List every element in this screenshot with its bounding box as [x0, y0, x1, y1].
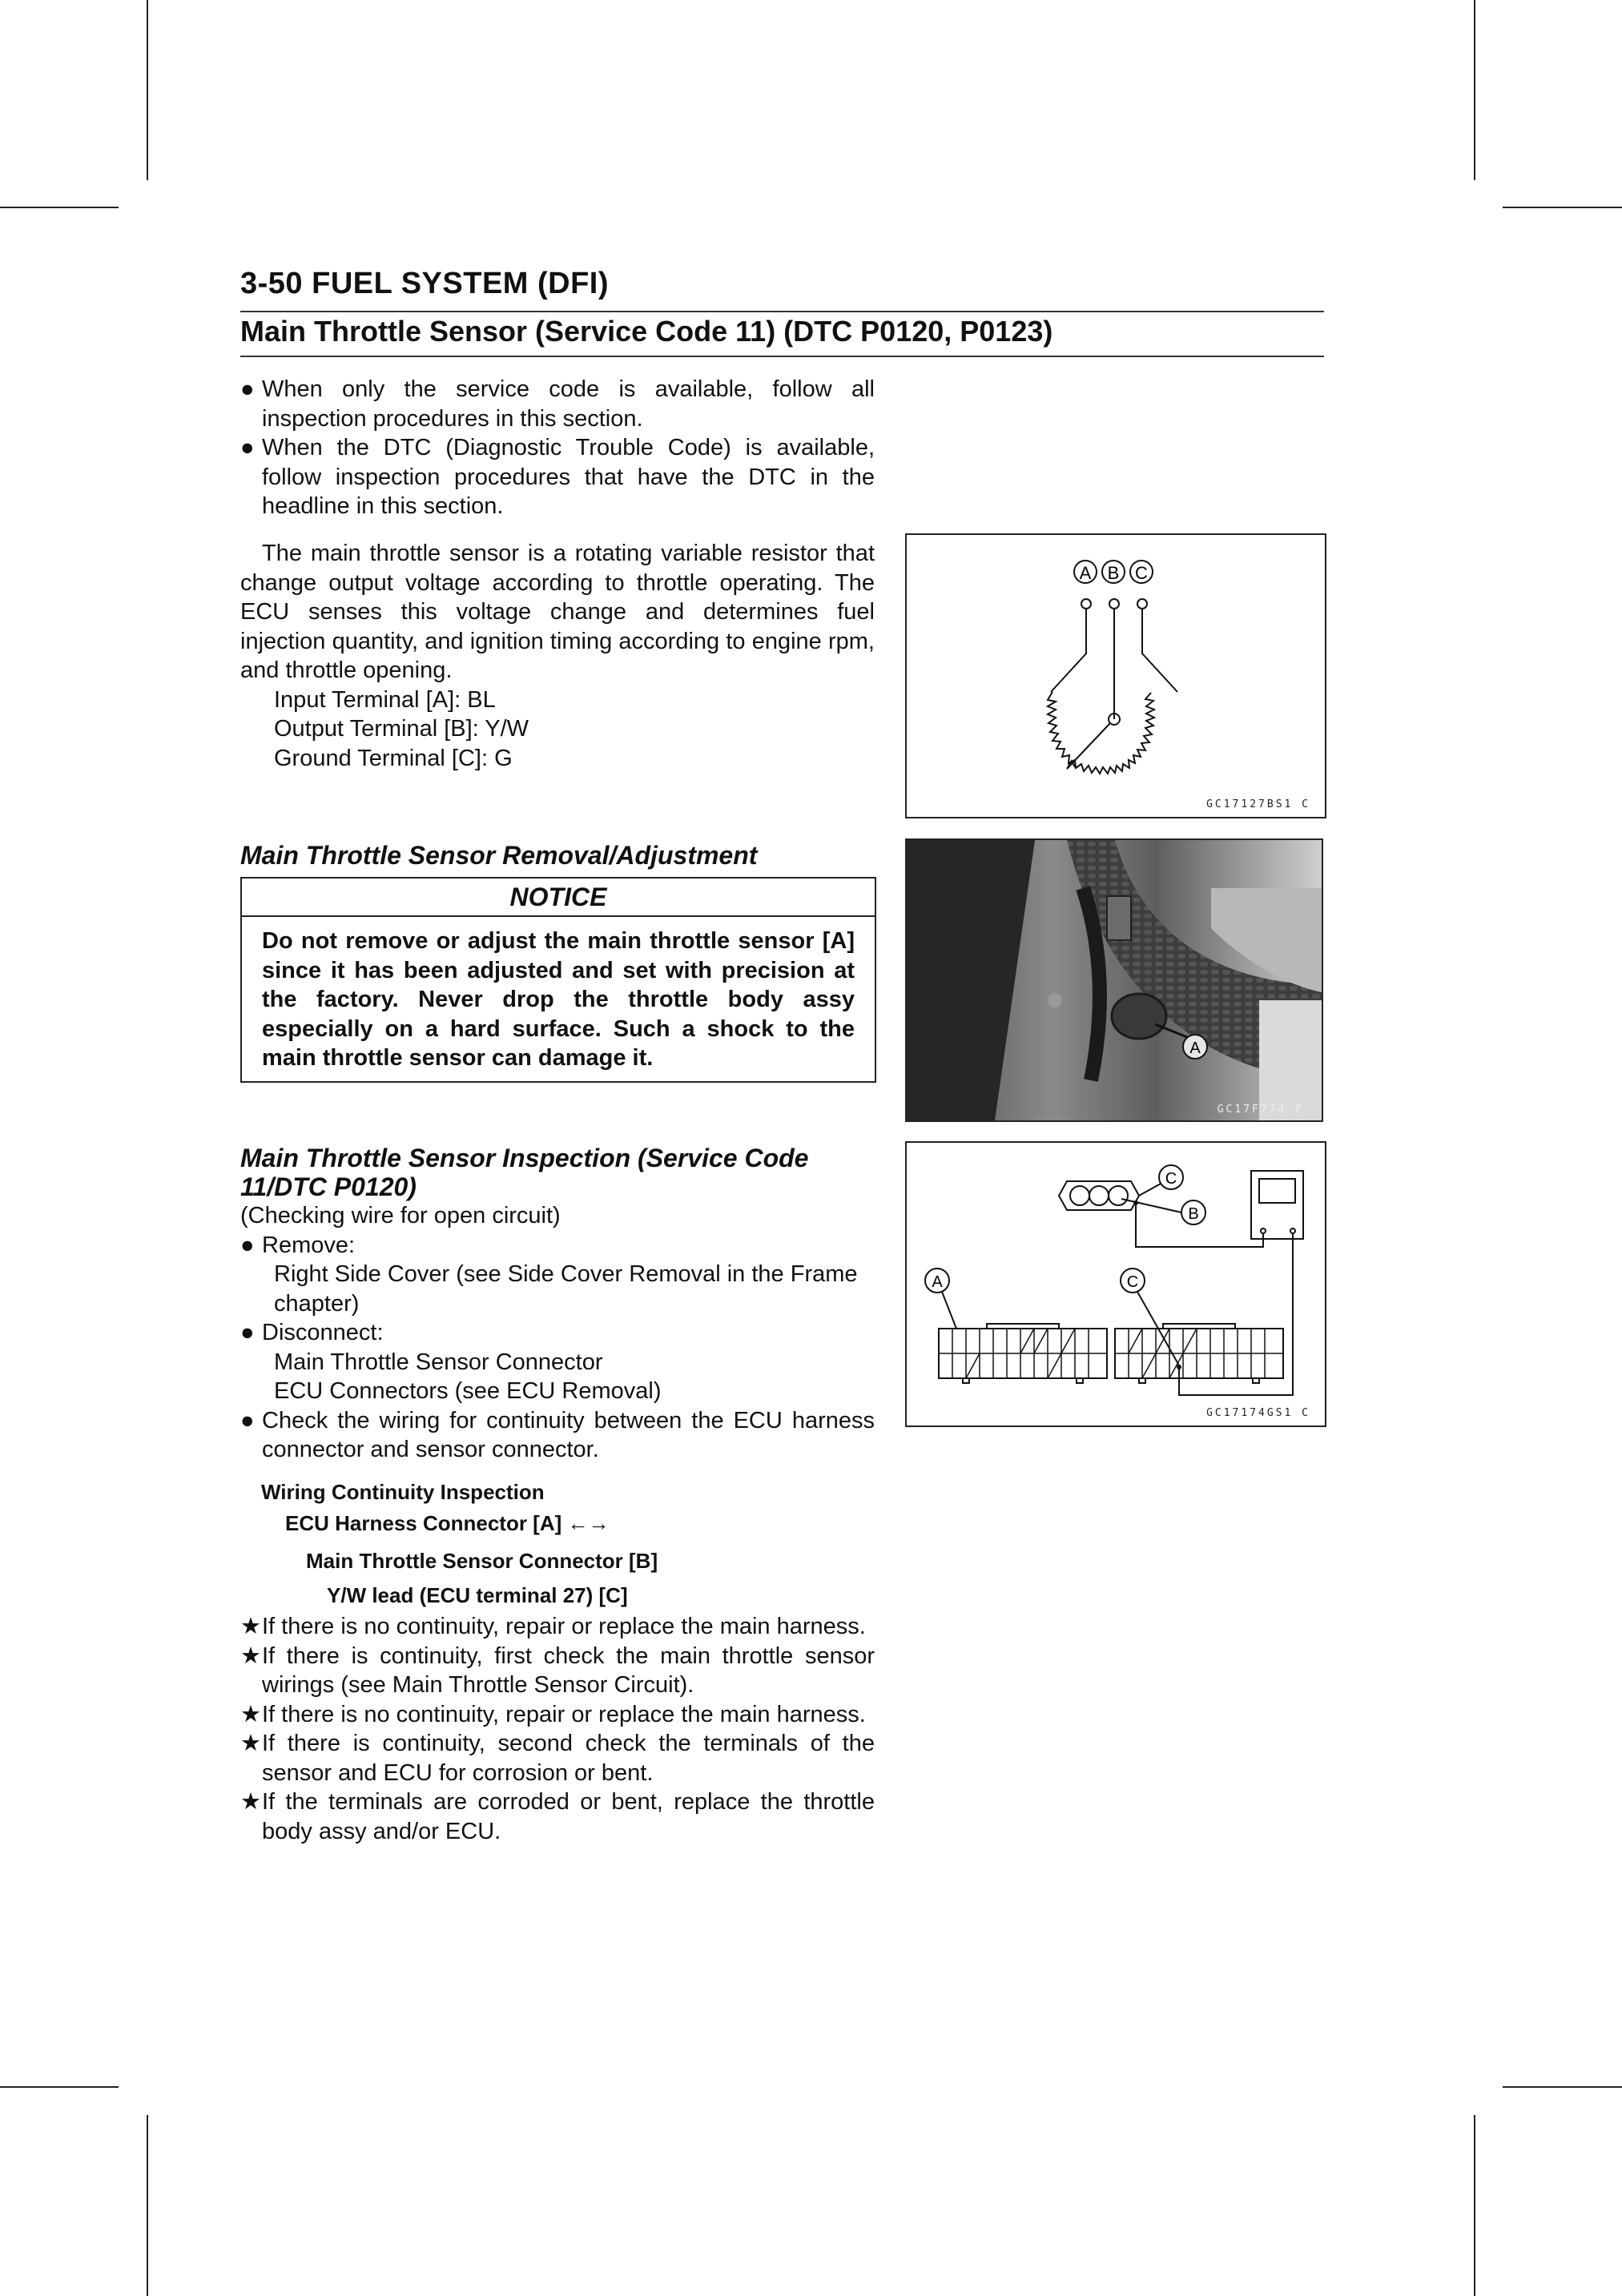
crop-mark	[1474, 0, 1475, 180]
inspection-heading: 11/DTC P0120)	[240, 1172, 417, 1201]
label-c: C	[1126, 1273, 1139, 1291]
star-marker: ★	[240, 1614, 261, 1639]
result-item: ★ If there is no continuity, repair or replace the main harness.	[240, 1700, 875, 1730]
result-item: ★ If there is no continuity, repair or replace the main harness.	[240, 1612, 875, 1642]
inspection-section	[240, 1144, 875, 1465]
star-marker: ★	[240, 1643, 261, 1669]
bullet-item: ● Check the wiring for continuity between the ECU harness connector and sensor connector.	[240, 1407, 875, 1462]
spec-title: Wiring Continuity Inspection	[261, 1480, 545, 1504]
disconnect-item: Main Throttle Sensor Connector	[274, 1349, 603, 1375]
terminal-line: Ground Terminal [C]: G	[274, 745, 513, 771]
bullet-item: ● Disconnect:	[240, 1318, 875, 1348]
star-marker: ★	[240, 1789, 261, 1815]
description	[240, 539, 875, 773]
bullet-item: ● Remove:	[240, 1231, 875, 1261]
bullet-marker: ●	[240, 1320, 255, 1345]
result-item: ★ If there is continuity, second check the terminals of the sensor and ECU for corrosion or bent.	[240, 1731, 875, 1786]
sensor-schematic	[907, 535, 1325, 817]
figure-code: GC17F774 P	[1217, 1104, 1304, 1116]
terminal-line: Output Terminal [B]: Y/W	[274, 716, 529, 742]
inspection-heading: Main Throttle Sensor Inspection (Service Code	[240, 1144, 809, 1172]
bullet-marker: ●	[240, 376, 255, 402]
throttle-photo-figure	[905, 838, 1323, 1122]
label-a: A	[932, 1273, 943, 1291]
label-c: C	[1135, 563, 1148, 583]
star-marker: ★	[240, 1701, 261, 1727]
description-text: The main throttle sensor is a rotating variable resistor that change output voltage according to throttle operating. The ECU senses this voltage change and determines fuel injection quantity, and ignition timing according to engine rpm, and throttle opening.	[240, 541, 875, 683]
wiring-schematic	[907, 1143, 1325, 1425]
label-c: C	[1165, 1170, 1177, 1188]
bullet-marker: ●	[240, 1407, 255, 1433]
page-title: 3-50 FUEL SYSTEM (DFI)	[240, 267, 610, 300]
inspection-results	[240, 1612, 875, 1846]
crop-mark	[0, 2086, 119, 2088]
crop-mark	[147, 0, 148, 180]
spec-line: ECU Harness Connector [A] ←→	[285, 1511, 610, 1535]
removal-heading: Main Throttle Sensor Removal/Adjustment	[240, 841, 758, 870]
label-b: B	[1188, 1205, 1199, 1223]
bullet-marker: ●	[240, 1232, 255, 1258]
result-item: ★ If the terminals are corroded or bent, replace the throttle body assy and/or ECU.	[240, 1789, 875, 1844]
label-b: B	[1107, 563, 1120, 583]
crop-mark	[1474, 2115, 1475, 2296]
section-rule	[240, 356, 1324, 357]
figure-code: GC17174GS1 C	[1206, 1407, 1310, 1419]
intro-bullets	[240, 375, 875, 521]
crop-mark	[147, 2115, 148, 2296]
crop-mark	[1503, 2086, 1622, 2088]
notice-box	[240, 877, 876, 1083]
notice-text: Do not remove or adjust the main throttle sensor [A] since it has been adjusted and set with precision at the factory. Never drop the throttle body assy especially on a hard surface. Such a shock to the main throttle sensor can damage it.	[262, 928, 855, 1071]
sensor-diagram-figure	[905, 533, 1326, 818]
spec-line: Main Throttle Sensor Connector [B]	[306, 1549, 658, 1573]
throttle-photo	[907, 840, 1322, 1120]
crop-mark	[0, 207, 119, 208]
notice-title: NOTICE	[242, 879, 875, 917]
bullet-item: ● When only the service code is available, follow all inspection procedures in this section.	[240, 376, 875, 432]
disconnect-item: ECU Connectors (see ECU Removal)	[274, 1378, 662, 1404]
spec-line: Y/W lead (ECU terminal 27) [C]	[327, 1583, 628, 1607]
section-title: Main Throttle Sensor (Service Code 11) (DTC P0120, P0123)	[240, 315, 1053, 348]
bullet-marker: ●	[240, 435, 255, 460]
bullet-item: ● When the DTC (Diagnostic Trouble Code) is available, follow inspection procedures that have the DTC in the headline in this section.	[240, 435, 875, 519]
label-a: A	[1079, 563, 1092, 583]
inspection-note: (Checking wire for open circuit)	[240, 1203, 561, 1228]
spec-block	[261, 1475, 870, 1613]
terminal-line: Input Terminal [A]: BL	[274, 686, 496, 713]
header-rule	[240, 311, 1324, 312]
result-item: ★ If there is continuity, first check the main throttle sensor wirings (see Main Throttle Sensor Circuit).	[240, 1643, 875, 1698]
wiring-diagram-figure	[905, 1141, 1326, 1427]
remove-item: Right Side Cover (see Side Cover Removal in the Frame chapter)	[274, 1261, 858, 1317]
crop-mark	[1503, 207, 1622, 208]
figure-code: GC17127BS1 C	[1206, 798, 1310, 810]
star-marker: ★	[240, 1731, 261, 1756]
label-a: A	[1189, 1039, 1201, 1057]
